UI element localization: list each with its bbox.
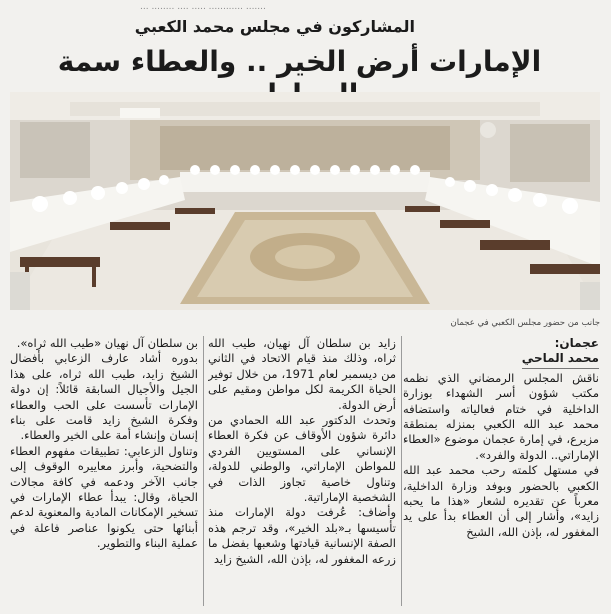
- column-rule: [203, 336, 204, 606]
- article-column-3: [10, 336, 198, 552]
- paragraph: ناقش المجلس الرمضاني الذي نظمه مكتب شؤون أسر الشهداء بوزارة الداخلية في ختام فعالياته واستضافه محمد عبد الله الكعبي بمنزله بمنطقة مزيرع، في إمارة عجمان موضوع «العطاء الإماراتي.. الدولة والفرد».: [403, 370, 599, 462]
- paragraph: وأضاف: عُرفت دولة الإمارات منذ تأسيسها بـ«بلد الخير»، وقد ترجم هذه الصفة الإنسانية قيادتها وشعبها بفضل ما زرعه المغفور له، بإذن الله، الشيخ زايد: [208, 505, 396, 566]
- majlis-photo: [10, 92, 600, 310]
- article-column-1: [403, 336, 599, 540]
- article-column-2: [208, 336, 396, 567]
- photo-caption: جانب من حضور مجلس الكعبي في عجمان: [450, 318, 600, 328]
- paragraph: في مستهل كلمته رحب محمد عبد الله الكعبي بالحضور وبوفد وزارة الداخلية، معرباً عن تقديره لشعار «هذا ما يحبه زايد»، وأشار إلى أن العطاء بدأ على يد المغفور له، بإذن الله، الشيخ: [403, 463, 599, 539]
- majlis-photo-illustration: [10, 92, 600, 310]
- paragraph: وتحدث الدكتور عبد الله الحمادي من دائرة شؤون الأوقاف عن فكرة العطاء الإنساني على المستويين الفردي للمواطن الإماراتي، والوطني للدولة، وتناول خاصية تجاوز الذات في الشخصية الإماراتية.: [208, 413, 396, 505]
- top-strip: ....... ............ ..... .... ........ ...: [140, 2, 266, 12]
- paragraph: بن سلطان آل نهيان «طيب الله ثراه».: [16, 336, 198, 350]
- byline-place: عجمان:: [554, 336, 599, 350]
- paragraph: وتناول الزعابي: تطبيقات مفهوم العطاء والتضحية، وأبرز معاييره الوقوف إلى جانب الآخر ودعمه في كافة مجالات الحياة، وقال: يبدأ عطاء الإمارات في تسخير الإمكانات المادية والمعنوية لدعم أبنائها حتى يكونوا عناصر فاعلة في عملية البناء والتطوير.: [10, 443, 198, 551]
- article-kicker: المشاركون في مجلس محمد الكعبي: [134, 17, 415, 36]
- article-headline: الإمارات أرض الخير .. والعطاء سمة: [57, 45, 542, 78]
- column-rule: [401, 336, 402, 606]
- paragraph: بدوره أشاد عارف الزعابي بأفضال الشيخ زايد، طيب الله ثراه، على هذا الجيل والأجيال السابقة قائلاً: إن دولة الإمارات تأسست على الحب والعطاء وفكرة الشيخ زايد قامت على بناء إنسان وإنشاء أمة على الخير والعطاء.: [10, 351, 198, 443]
- paragraph: زايد بن سلطان آل نهيان، طيب الله ثراه، وذلك منذ قيام الاتحاد في الثاني من ديسمبر لعام 1971، من خلال توفير الحياة الكريمة لكل مواطن ومقيم على أرض الدولة.: [208, 336, 396, 412]
- byline-author: محمد الماحي: [522, 351, 599, 368]
